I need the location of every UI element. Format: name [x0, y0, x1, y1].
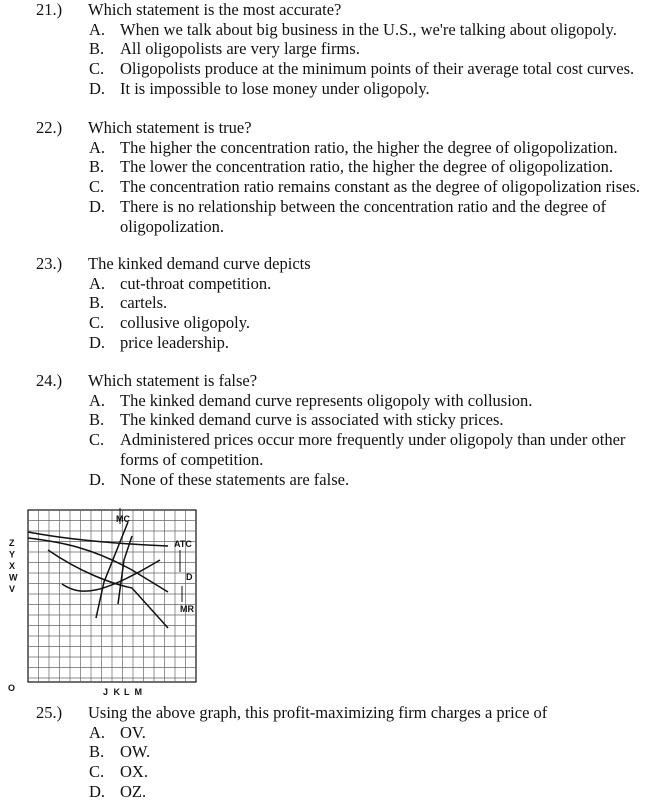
option-text: OV.	[120, 722, 146, 742]
option-text: cartels.	[120, 293, 168, 313]
y-axis-label: W	[9, 572, 18, 583]
cost-curve-graph	[0, 500, 210, 700]
option-text: The higher the concentration ratio, the higher the degree of oligopolization.	[120, 137, 618, 157]
option-letter: B.	[89, 410, 105, 430]
option-letter: C.	[89, 762, 105, 782]
x-axis-label: L	[124, 687, 130, 697]
y-axis-label: X	[9, 561, 16, 571]
d-label: D	[186, 572, 193, 582]
mr-label: MR	[180, 604, 194, 614]
option-text: price leadership.	[120, 332, 230, 352]
option-text: OW.	[120, 742, 151, 762]
option-letter: B.	[89, 39, 105, 59]
option-letter: A.	[89, 722, 106, 742]
x-axis-label: M	[134, 687, 142, 697]
option-text: Oligopolists produce at the minimum points of their average total cost curves.	[120, 59, 635, 79]
option-text: When we talk about big business in the U.S., we're talking about oligopoly.	[120, 19, 617, 39]
y-axis-labels	[9, 538, 18, 594]
question-number: 23.)	[36, 254, 63, 273]
option-text: The kinked demand curve represents oligopoly with collusion.	[120, 390, 533, 410]
question-stem: Which statement is the most accurate?	[88, 0, 342, 19]
option-letter: A.	[89, 137, 106, 157]
option-text: None of these statements are false.	[120, 469, 350, 489]
option-text: forms of competition.	[120, 449, 264, 469]
option-letter: C.	[89, 59, 105, 79]
question-number: 21.)	[36, 0, 63, 19]
mr-curve	[48, 550, 168, 628]
question-stem: Which statement is true?	[88, 118, 252, 137]
option-letter: C.	[89, 177, 105, 197]
y-axis-label: Z	[9, 538, 15, 548]
option-letter: D.	[89, 781, 106, 801]
option-letter: B.	[89, 293, 105, 313]
option-text: The lower the concentration ratio, the higher the degree of oligopolization.	[120, 157, 613, 177]
option-letter: C.	[89, 430, 105, 450]
option-text: The concentration ratio remains constant as the degree of oligopolization rises.	[120, 177, 641, 197]
x-axis-labels	[103, 687, 142, 697]
y-axis-label: Y	[9, 549, 16, 560]
y-axis-label: V	[9, 584, 16, 594]
option-letter: B.	[89, 157, 105, 177]
question-number: 25.)	[36, 703, 63, 722]
option-text: The kinked demand curve is associated with sticky prices.	[120, 410, 504, 430]
option-letter: A.	[89, 19, 106, 39]
question-stem: Which statement is false?	[88, 371, 258, 390]
origin-label: O	[8, 683, 16, 693]
option-letter: C.	[89, 313, 105, 333]
atc-label: ATC	[174, 539, 192, 549]
option-letter: D.	[89, 78, 106, 98]
option-text: OZ.	[120, 781, 147, 801]
option-text: It is impossible to lose money under oligopoly.	[120, 78, 430, 98]
question-stem: Using the above graph, this profit-maximizing firm charges a price of	[88, 703, 548, 722]
x-axis-label: K	[113, 687, 120, 697]
graph-svg	[0, 500, 210, 700]
option-letter: A.	[89, 273, 106, 293]
option-text: OX.	[120, 762, 148, 782]
question-number: 22.)	[36, 118, 63, 137]
option-letter: B.	[89, 742, 105, 762]
option-text: cut-throat competition.	[120, 273, 272, 293]
option-text: collusive oligopoly.	[120, 313, 251, 333]
mc-label: MC	[116, 514, 130, 524]
option-text: There is no relationship between the concentration ratio and the degree of	[120, 196, 607, 216]
question-number: 24.)	[36, 371, 63, 390]
option-text: All oligopolists are very large firms.	[120, 39, 360, 59]
option-letter: D.	[89, 332, 106, 352]
option-letter: A.	[89, 390, 106, 410]
option-text: Administered prices occur more frequently under oligopoly than under other	[120, 430, 626, 450]
question-stem: The kinked demand curve depicts	[88, 254, 311, 273]
option-letter: D.	[89, 469, 106, 489]
x-axis-label: J	[103, 687, 109, 697]
option-text: oligopolization.	[120, 216, 225, 236]
option-letter: D.	[89, 196, 106, 216]
